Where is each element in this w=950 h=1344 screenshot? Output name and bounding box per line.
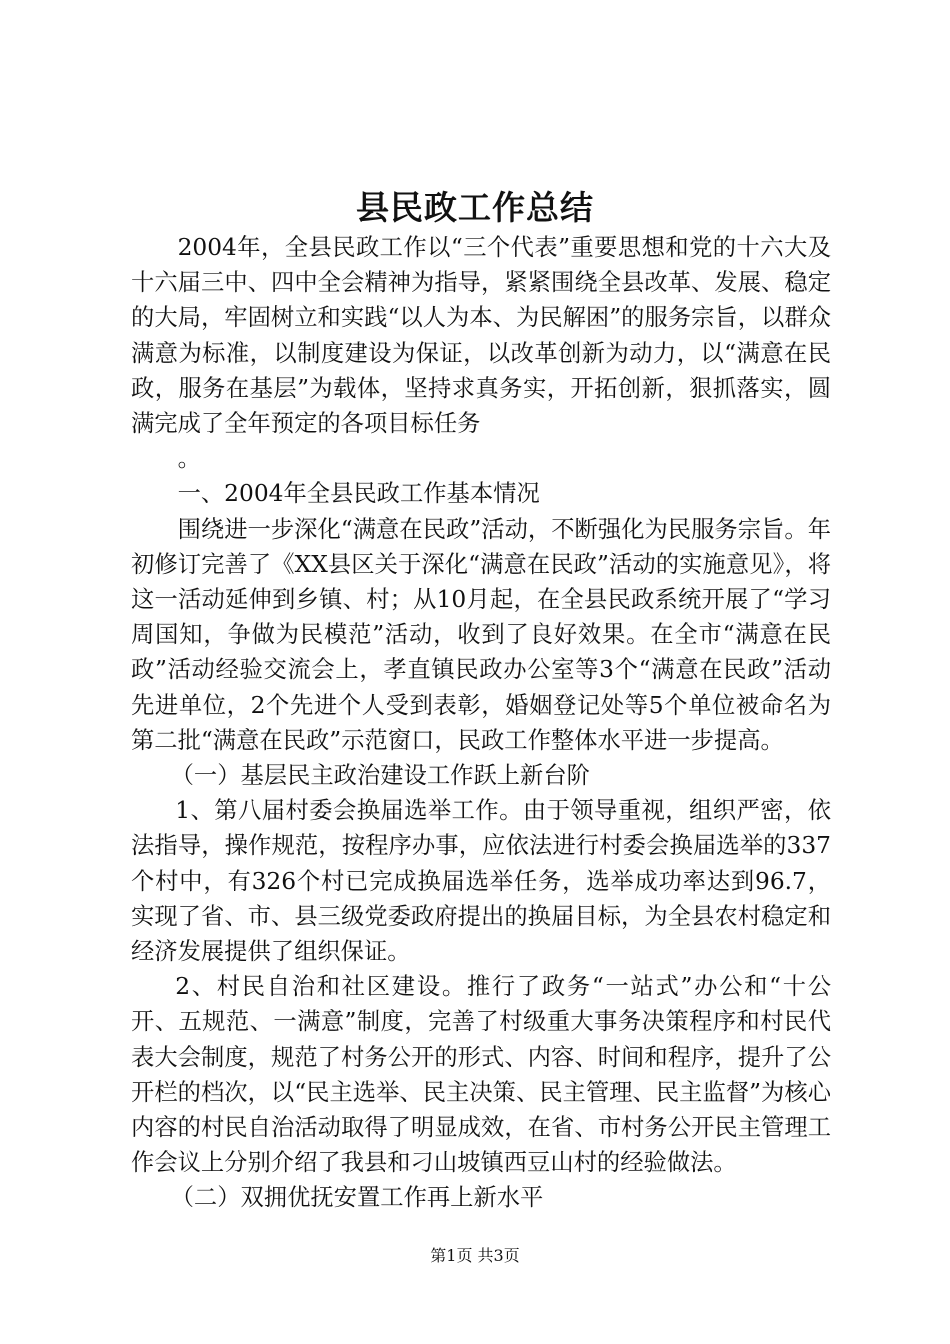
item-paragraph-2: 2、村民自治和社区建设。推行了政务“一站式”办公和“十公开、五规范、一满意”制度，完善了村级重大事务决策程序和村民代表大会制度，规范了村务公开的形式、内容、时间和程序，提升了公开栏的档次，以“民主选举、民主决策、民主管理、民主监督”为核心内容的村民自治活动取得了明显成效，在省、市村务公开民主管理工作会议上分别介绍了我县和刁山坡镇西豆山村的经验做法。 — [131, 973, 831, 1177]
item-paragraph-1: 1、第八届村委会换届选举工作。由于领导重视，组织严密，依法指导，操作规范，按程序办事，应依法进行村委会换届选举的337个村中，有326个村已完成换届选举任务，选举成功率达到96.7，实现了省、市、县三级党委政府提出的换届目标，为全县农村稳定和经济发展提供了组织保证。 — [131, 797, 831, 966]
subsection-heading-1: （一）基层民主政治建设工作跃上新台阶 — [170, 762, 590, 790]
intro-period: 。 — [177, 445, 201, 473]
section-heading-1: 一、2004年全县民政工作基本情况 — [177, 480, 540, 508]
document-title: 县民政工作总结 — [356, 188, 594, 227]
subsection-heading-2: （二）双拥优抚安置工作再上新水平 — [170, 1184, 544, 1212]
document-body — [131, 230, 831, 1216]
section-1-paragraph: 围绕进一步深化“满意在民政”活动，不断强化为民服务宗旨。年初修订完善了《XX县区关于深化“满意在民政”活动的实施意见》，将这一活动延伸到乡镇、村；从10月起，在全县民政系统开展了“学习周国知，争做为民模范”活动，收到了良好效果。在全市“满意在民政”活动经验交流会上，孝直镇民政办公室等3个“满意在民政”活动先进单位，2个先进个人受到表彰，婚姻登记处等5个单位被命名为第二批“满意在民政”示范窗口，民政工作整体水平进一步提高。 — [131, 515, 831, 754]
page-number: 第1页 共3页 — [430, 1246, 520, 1265]
intro-paragraph: 2004年，全县民政工作以“三个代表”重要思想和党的十六大及十六届三中、四中全会精神为指导，紧紧围绕全县改革、发展、稳定的大局，牢固树立和实践“以人为本、为民解困”的服务宗旨，以群众满意为标准，以制度建设为保证，以改革创新为动力，以“满意在民政，服务在基层”为载体，坚持求真务实，开拓创新，狠抓落实，圆满完成了全年预定的各项目标任务 — [131, 234, 831, 438]
